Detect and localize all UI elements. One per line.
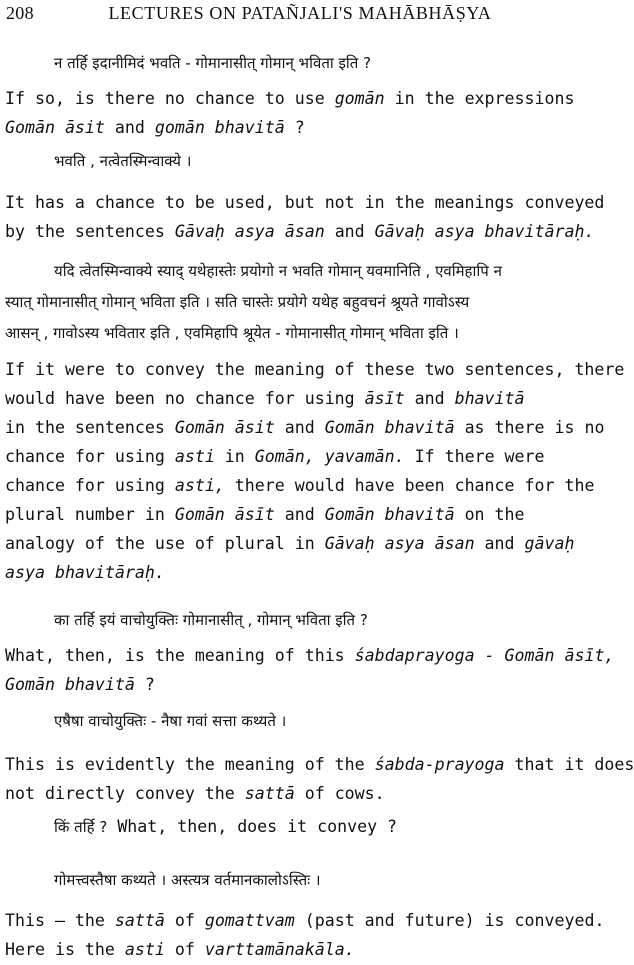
translation-line: [5, 384, 597, 413]
translation-line: [5, 500, 597, 529]
sanskrit-line: स्यात् गोमानासीत् गोमान् भविता इति । सति चास्तेः प्रयोगे यथेह बहुवचनं श्रूयते गावोऽस्य: [5, 293, 470, 311]
translation-line: [5, 779, 597, 808]
english-translation: [5, 906, 605, 964]
sanskrit-line: न तर्हि इदानीमिदं भवति - गोमानासीत् गोमान् भविता इति ?: [54, 54, 372, 72]
translation-line: [5, 471, 597, 500]
text-run: analogy of the use of plural in: [5, 534, 325, 553]
english-translation: [5, 641, 615, 699]
text-run: and: [324, 222, 375, 241]
text-run: in: [214, 447, 255, 466]
italic-term: śabda-prayoga: [374, 755, 505, 774]
italic-term: Gāvaḥ asya bhavitāraḥ.: [374, 222, 595, 241]
italic-term: gāvaḥ: [524, 534, 575, 553]
sanskrit-passage: [54, 48, 594, 79]
text-run: plural number in: [5, 505, 175, 524]
translation-line: [5, 906, 605, 935]
translation-line: [5, 113, 597, 142]
text-run: in the sentences: [5, 418, 175, 437]
text-run: Here is the: [5, 940, 125, 959]
mixed-line: [54, 811, 594, 843]
italic-term: Gomān, yavamān.: [254, 447, 405, 466]
text-run: that it does: [504, 755, 634, 774]
english-question: What, then, does it convey ?: [117, 817, 398, 836]
sanskrit-passage: [54, 146, 594, 177]
italic-term: sattā: [114, 911, 165, 930]
text-run: there would have been chance for the: [224, 476, 595, 495]
text-run: If there were: [404, 447, 545, 466]
translation-line: [5, 558, 597, 587]
italic-term: Gomān bhavitā: [5, 675, 135, 694]
text-run: It has a chance to be used, but not in the meanings conveyed: [5, 193, 605, 212]
text-run: on the: [454, 505, 525, 524]
english-translation: [5, 355, 625, 587]
text-run: and: [404, 389, 455, 408]
text-run: of: [164, 911, 205, 930]
text-run: by the sentences: [5, 222, 175, 241]
translation-line: [5, 529, 597, 558]
text-run: of: [164, 940, 205, 959]
text-run: (past and future) is conveyed.: [294, 911, 605, 930]
italic-term: gomān bhavitā: [154, 118, 285, 137]
running-title: LECTURES ON PATAÑJALI'S MAHĀBHĀṢYA: [108, 3, 492, 23]
sanskrit-line: आसन् , गावोऽस्य भवितार इति , एवमिहापि श्रूयेत - गोमानासीत् गोमान् भविता इति ।: [5, 324, 459, 342]
italic-term: Gomān bhavitā: [324, 505, 455, 524]
sanskrit-line: का तर्हि इयं वाचोयुक्तिः गोमानासीत् , गोमान् भविता इति ?: [54, 611, 368, 629]
translation-line: [5, 641, 615, 670]
sanskrit-line: यदि त्वेतस्मिन्वाक्ये स्याद् यथेहास्तेः प्रयोगो न भवति गोमान् यवमानिति , एवमिहापि न: [54, 262, 502, 280]
italic-term: āsīt: [364, 389, 405, 408]
text-run: and: [274, 505, 325, 524]
text-run: as there is no: [454, 418, 605, 437]
italic-term: Gomān bhavitā: [324, 418, 455, 437]
text-run: would have been no chance for using: [5, 389, 365, 408]
text-run: of cows.: [294, 784, 385, 803]
italic-term: asti,: [174, 476, 225, 495]
translation-line: [5, 217, 597, 246]
sanskrit-passage: [54, 605, 594, 636]
sanskrit-passage: [5, 256, 594, 349]
english-translation: [5, 188, 605, 246]
italic-term: Gomān āsit: [5, 118, 105, 137]
translation-line: [5, 188, 605, 217]
italic-term: asti: [124, 940, 165, 959]
text-run: ?: [284, 118, 305, 137]
sanskrit-passage: [54, 706, 594, 737]
text-run: and: [104, 118, 155, 137]
page-number: 208: [6, 3, 34, 23]
italic-term: Gāvaḥ asya āsan: [174, 222, 325, 241]
text-run: and: [274, 418, 325, 437]
text-run: in the expressions: [384, 89, 575, 108]
translation-line: [5, 442, 597, 471]
text-run: ?: [134, 675, 155, 694]
translation-line: [5, 750, 634, 779]
english-translation: [5, 750, 634, 808]
italic-term: Gomān āsit: [174, 418, 275, 437]
text-run: This – the: [5, 911, 115, 930]
sanskrit-line: एषैषा वाचोयुक्तिः - नैषा गवां सत्ता कथ्यते ।: [54, 712, 287, 730]
text-run: and: [474, 534, 525, 553]
italic-term: sattā: [244, 784, 295, 803]
sanskrit-passage: [54, 865, 594, 896]
translation-line: [5, 355, 625, 384]
sanskrit-line: गोमत्त्वस्तैषा कथ्यते । अस्त्यत्र वर्तमानकालोऽस्तिः ।: [54, 871, 321, 889]
italic-term: gomattvam: [204, 911, 295, 930]
italic-term: śabdaprayoga - Gomān āsīt,: [354, 646, 615, 665]
translation-line: [5, 413, 605, 442]
italic-term: asti: [174, 447, 215, 466]
italic-term: bhavitā: [454, 389, 525, 408]
text-run: If so, is there no chance to use: [5, 89, 335, 108]
sanskrit-question: किं तर्हि ?: [54, 818, 108, 836]
text-run: What, then, is the meaning of this: [5, 646, 355, 665]
italic-term: varttamānakāla.: [204, 940, 355, 959]
text-run: chance for using: [5, 476, 175, 495]
text-run: This is evidently the meaning of the: [5, 755, 375, 774]
translation-line: [5, 670, 597, 699]
translation-line: [5, 84, 597, 113]
italic-term: gomān: [334, 89, 385, 108]
text-run: not directly convey the: [5, 784, 245, 803]
translation-line: [5, 935, 597, 964]
english-translation: [5, 84, 597, 142]
italic-term: asya bhavitāraḥ.: [5, 563, 165, 582]
text-run: chance for using: [5, 447, 175, 466]
text-run: If it were to convey the meaning of these two sentences, there: [5, 360, 625, 379]
sanskrit-line: भवति , नत्वेतस्मिन्वाक्ये ।: [54, 152, 192, 170]
italic-term: Gomān āsīt: [174, 505, 275, 524]
italic-term: Gāvaḥ asya āsan: [324, 534, 475, 553]
